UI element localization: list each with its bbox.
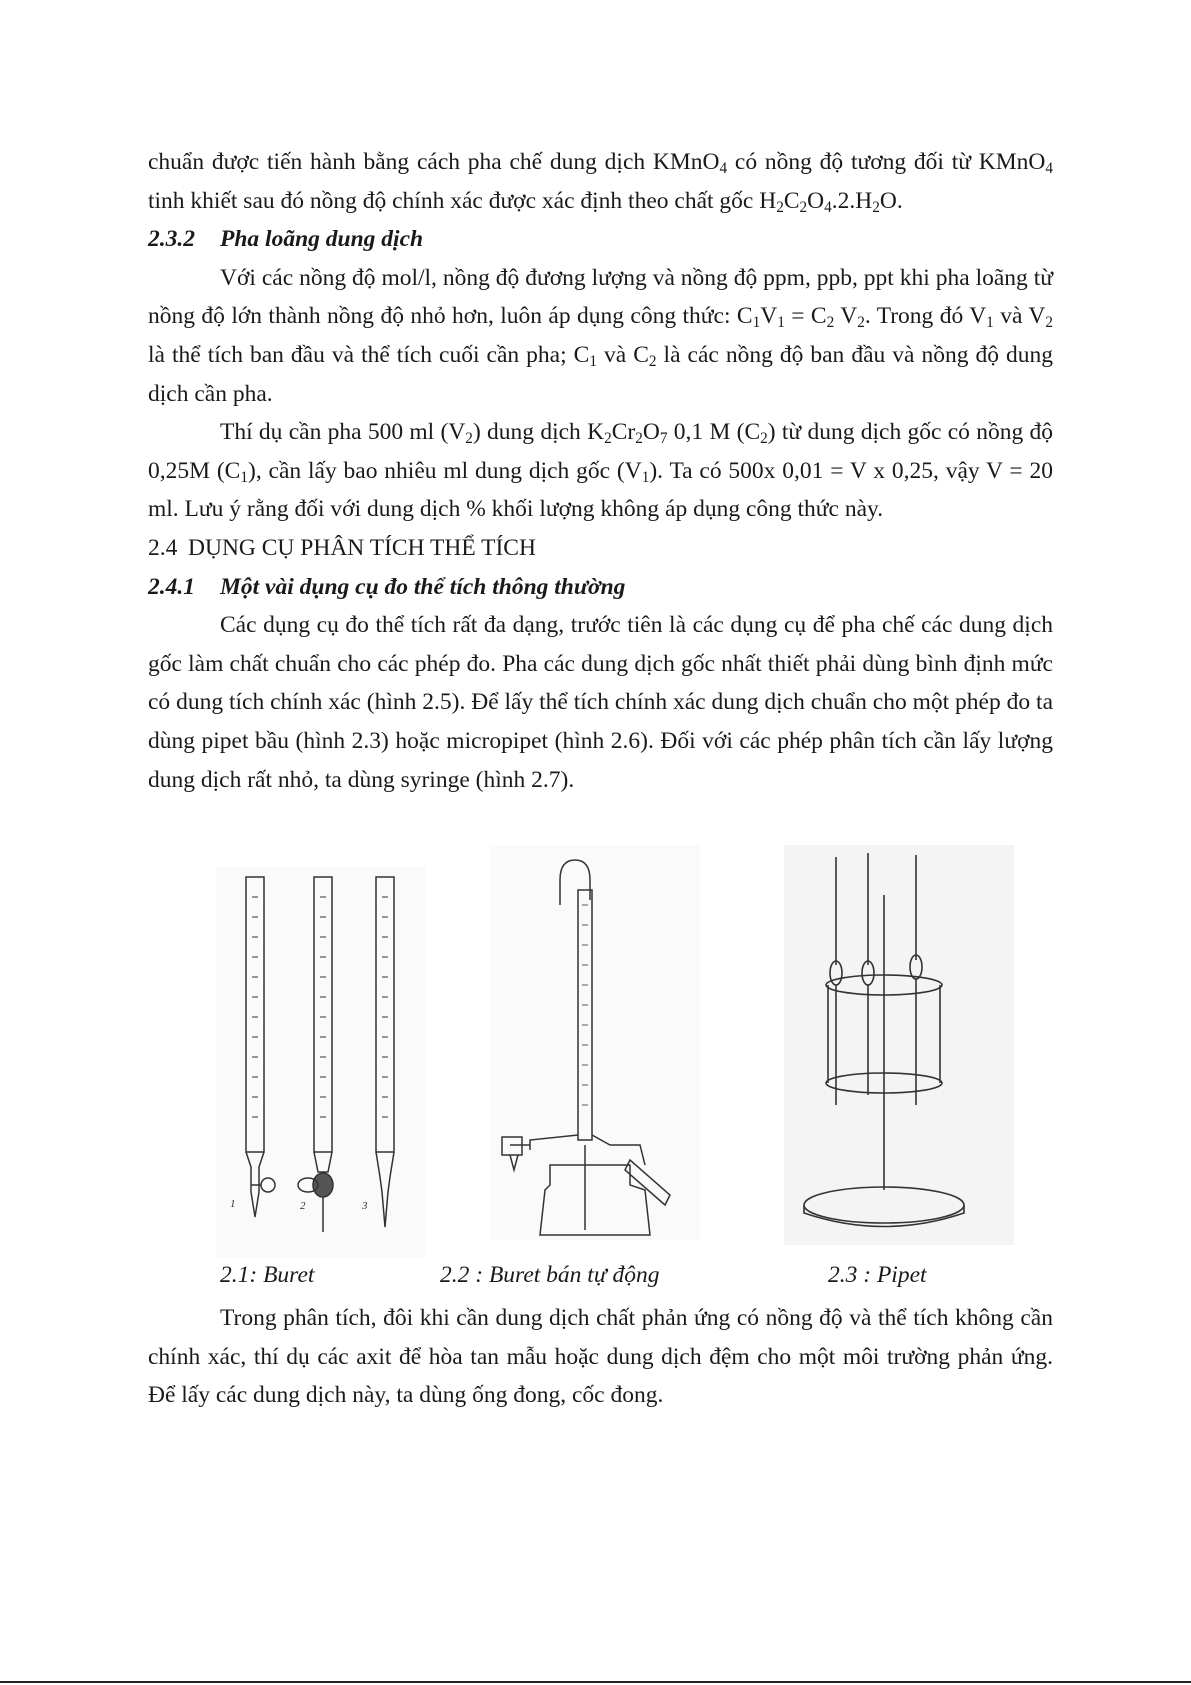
text-block-lower [148, 1299, 1053, 1415]
heading-2-3-2: 2.3.2 Pha loãng dung dịch [148, 226, 424, 253]
buret-label-2: 2 [300, 1200, 306, 1212]
heading-2-4: 2.4 DỤNG CỤ PHÂN TÍCH THỂ TÍCH [148, 534, 536, 561]
paragraph-approximate: Trong phân tích, đôi khi cần dung dịch chất phản ứng có nồng độ và thể tích không cần chính xác, thí dụ các axit để hòa tan mẫu hoặc dung dịch đệm cho một môi trường phản ứng. Để lấy các dung dịch này, ta dùng ống đong, cốc đong. [148, 1305, 1053, 1409]
text-block-upper [148, 143, 1053, 799]
buret-label-1: 1 [230, 1198, 236, 1210]
heading-2-4-1: 2.4.1 Một vài dụng cụ đo thể tích thông thường [148, 573, 626, 600]
figure-buret [216, 867, 426, 1257]
figure-semi-auto-buret [490, 845, 700, 1240]
caption-fig-2-2: 2.2 : Buret bán tự động [440, 1262, 660, 1288]
paragraph-dilution: Với các nồng độ mol/l, nồng độ đương lượng và nồng độ ppm, ppb, ppt khi pha loãng từ nồng độ lớn thành nồng độ nhỏ hơn, luôn áp dụng công thức: $C_1V_1 = C_2$ $V_2$. Trong đó $V_1$ và $V_2$ là thể tích ban đầu và thể tích cuối cần pha; $C_1$ và $C_2$ là các nồng độ ban đầu và nồng độ dung dịch cần pha. [148, 264, 1054, 407]
figure-row [148, 845, 1053, 1265]
paragraph-example: Thí dụ cần pha 500 ml $(V_2)$ dung dịch $K_2Cr_2O_7$ 0,1 M $(C_2)$ từ dung dịch gốc có nồng độ 0,25M $(C_1)$, cần lấy bao nhiêu ml dung dịch gốc $(V_1)$. Ta có 500x 0,01 = V x 0,25, vậy V = 20 ml. Lưu ý rằng đối với dung dịch % khối lượng không áp dụng công thức này. [148, 419, 1054, 523]
paragraph-kmno4: chuẩn được tiến hành bằng cách pha chế dung dịch KMnO$_4$ có nồng độ tương đối từ KMnO$_4$ tinh khiết sau đó nồng độ chính xác được xác định theo chất gốc $H_2C_2O_4.2.H_2O$. [148, 149, 1054, 216]
paragraph-instruments: Các dụng cụ đo thể tích rất đa dạng, trước tiên là các dụng cụ để pha chế các dung dịch gốc làm chất chuẩn cho các phép đo. Pha các dung dịch gốc nhất thiết phải dùng bình định mức có dung tích chính xác (hình 2.5). Để lấy thể tích chính xác dung dịch chuẩn cho một phép đo ta dùng pipet bầu (hình 2.3) hoặc micropipet (hình 2.6). Đối với các phép phân tích cần lấy lượng dung dịch rất nhỏ, ta dùng syringe (hình 2.7). [148, 612, 1053, 793]
figure-pipet-stand [784, 845, 1014, 1245]
caption-fig-2-3: 2.3 : Pipet [828, 1262, 927, 1288]
caption-fig-2-1: 2.1: Buret [220, 1262, 315, 1288]
buret-label-3: 3 [362, 1200, 368, 1212]
footer-rule [0, 1681, 1191, 1683]
